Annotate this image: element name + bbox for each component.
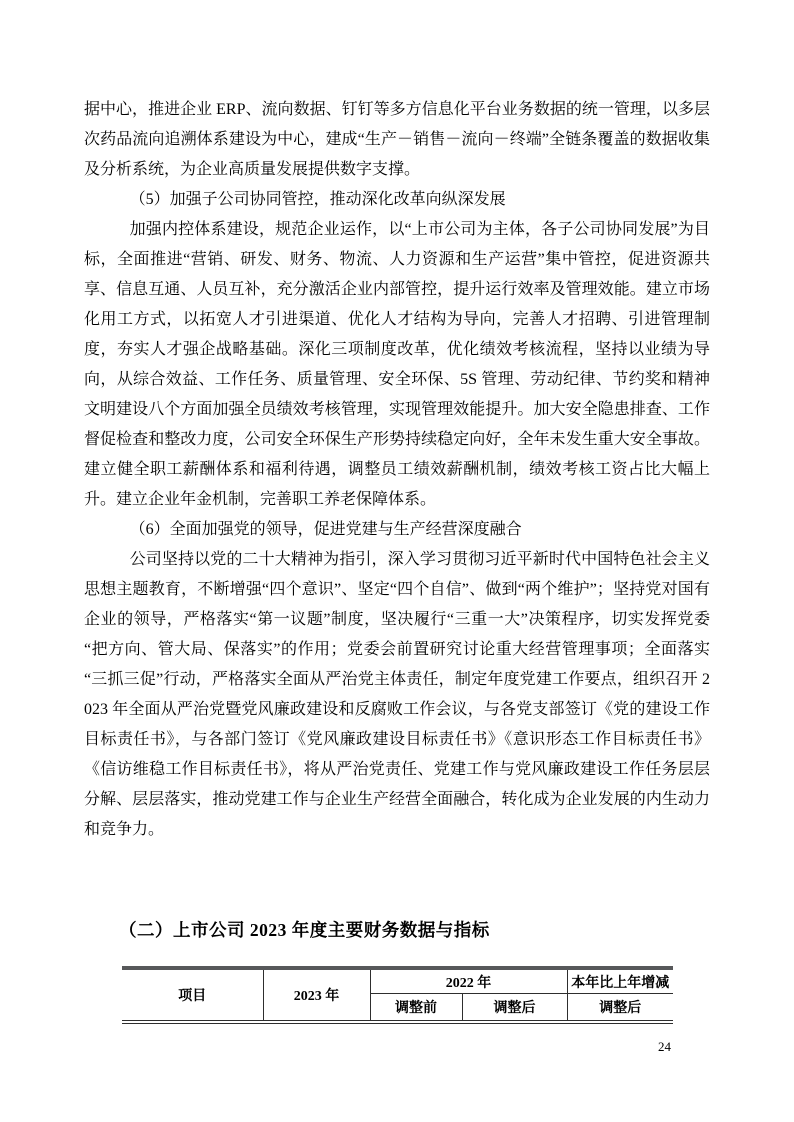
paragraph-subheading-6: （6）全面加强党的领导，促进党建与生产经营深度融合 [129, 521, 522, 538]
financial-table [122, 966, 673, 1024]
table-header-item: 项目 [122, 968, 263, 1022]
paragraph-internal-control: 加强内控体系建设，规范企业运作，以“上市公司为主体，各子公司协同发展”为目标，全面推进“营销、研发、财务、物流、人力资源和生产运营”集中管控，促进资源共享、信息互通、人员互补，充分激活企业内部管控，提升运行效率及管理效能。建立市场化用工方式，以拓宽人才引进渠道、优化人才结构为导向，完善人才招聘、引进管理制度，夯实人才强企战略基础。深化三项制度改革，优化绩效考核流程，坚持以业绩为导向，从综合效益、工作任务、质量管理、安全环保、5S 管理、劳动纪律、节约奖和精神文明建设八个方面加强全员绩效考核管理，实现管理效能提升。加大安全隐患排查、工作督促检查和整改力度，公司安全环保生产形势持续稳定向好，全年未发生重大安全事故。建立健全职工薪酬体系和福利待遇，调整员工绩效薪酬机制，绩效考核工资占比大幅上升。建立企业年金机制，完善职工养老保障体系。 [84, 221, 710, 508]
table-header-2022: 2022 年 [370, 968, 567, 994]
paragraph-continuation: 据中心，推进企业 ERP、流向数据、钉钉等多方信息化平台业务数据的统一管理，以多层次药品流向追溯体系建设为中心，建成“生产－销售－流向－终端”全链条覆盖的数据收集及分析系统，为企业高质量发展提供数字支撑。 [84, 101, 710, 178]
table-subheader-adj-after: 调整后 [462, 994, 567, 1023]
body-text-block [84, 95, 710, 845]
table-subheader-adj-before: 调整前 [370, 994, 462, 1023]
financial-section [84, 913, 710, 1024]
section-heading: （二）上市公司 2023 年度主要财务数据与指标 [119, 920, 490, 940]
page-number: 24 [658, 1039, 671, 1054]
paragraph-party-building: 公司坚持以党的二十大精神为指引，深入学习贯彻习近平新时代中国特色社会主义思想主题教育，不断增强“四个意识”、坚定“四个自信”、做到“两个维护”；坚持党对国有企业的领导，严格落实“第一议题”制度，坚决履行“三重一大”决策程序，切实发挥党委“把方向、管大局、保落实”的作用；党委会前置研究讨论重大经营管理事项；全面落实“三抓三促”行动，严格落实全面从严治党主体责任，制定年度党建工作要点，组织召开 2023 年全面从严治党暨党风廉政建设和反腐败工作会议，与各党支部签订《党的建设工作目标责任书》，与各部门签订《党风廉政建设目标责任书》《意识形态工作目标责任书》《信访维稳工作目标责任书》，将从严治党责任、党建工作与党风廉政建设工作任务层层分解、层层落实，推动党建工作与企业生产经营全面融合，转化成为企业发展的内生动力和竞争力。 [84, 551, 710, 838]
financial-table-wrapper [122, 966, 710, 1024]
table-header-change: 本年比上年增减 [567, 968, 673, 994]
table-subheader-change-adj-after: 调整后 [567, 994, 673, 1023]
table-header-2023: 2023 年 [263, 968, 370, 1022]
paragraph-subheading-5: （5）加强子公司协同管控，推动深化改革向纵深发展 [129, 191, 506, 208]
